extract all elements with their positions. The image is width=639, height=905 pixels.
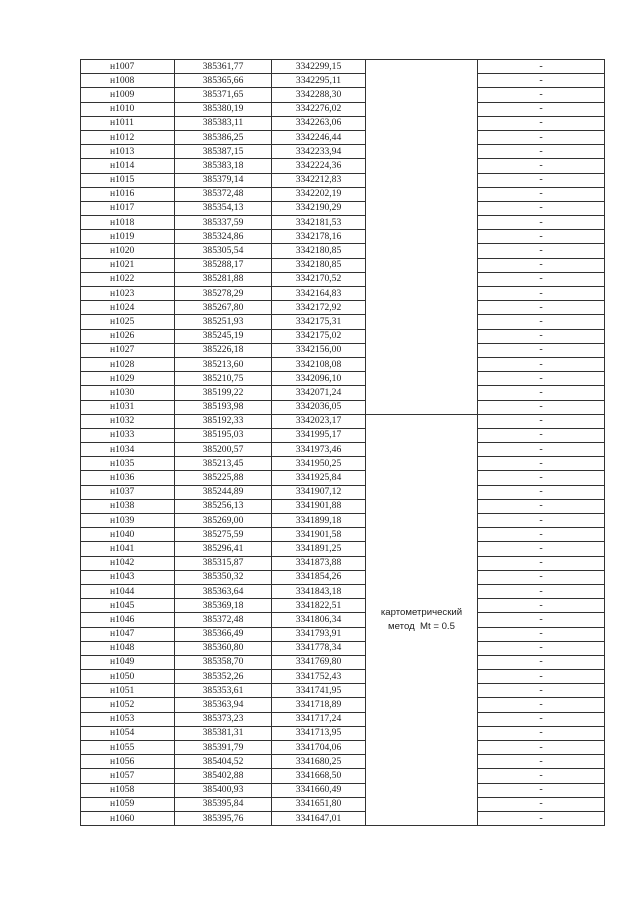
x-coordinate-cell: 385353,61 [175, 684, 272, 698]
y-coordinate-cell: 3342224,36 [272, 159, 366, 173]
value-cell: - [478, 499, 605, 513]
y-coordinate-cell: 3341660,49 [272, 783, 366, 797]
point-number-cell: н1046 [81, 613, 175, 627]
value-cell: - [478, 414, 605, 428]
value-cell: - [478, 187, 605, 201]
value-cell: - [478, 74, 605, 88]
y-coordinate-cell: 3342175,02 [272, 329, 366, 343]
table-row [81, 741, 605, 755]
x-coordinate-cell: 385365,66 [175, 74, 272, 88]
x-coordinate-cell: 385387,15 [175, 145, 272, 159]
value-cell: - [478, 599, 605, 613]
table-row [81, 201, 605, 215]
x-coordinate-cell: 385402,88 [175, 769, 272, 783]
point-number-cell: н1028 [81, 357, 175, 371]
point-number-cell: н1011 [81, 116, 175, 130]
x-coordinate-cell: 385296,41 [175, 542, 272, 556]
point-number-cell: н1033 [81, 428, 175, 442]
table-row [81, 584, 605, 598]
point-number-cell: н1059 [81, 797, 175, 811]
point-number-cell: н1009 [81, 88, 175, 102]
y-coordinate-cell: 3341680,25 [272, 755, 366, 769]
table-row [81, 173, 605, 187]
value-cell: - [478, 343, 605, 357]
table-row [81, 216, 605, 230]
table-row [81, 556, 605, 570]
point-number-cell: н1055 [81, 741, 175, 755]
value-cell: - [478, 130, 605, 144]
table-row [81, 116, 605, 130]
y-coordinate-cell: 3342172,92 [272, 301, 366, 315]
y-coordinate-cell: 3341793,91 [272, 627, 366, 641]
value-cell: - [478, 216, 605, 230]
point-number-cell: н1027 [81, 343, 175, 357]
value-cell: - [478, 641, 605, 655]
value-cell: - [478, 287, 605, 301]
point-number-cell: н1030 [81, 386, 175, 400]
x-coordinate-cell: 385363,94 [175, 698, 272, 712]
value-cell: - [478, 386, 605, 400]
value-cell: - [478, 485, 605, 499]
table-row [81, 514, 605, 528]
y-coordinate-cell: 3342246,44 [272, 130, 366, 144]
point-number-cell: н1038 [81, 499, 175, 513]
value-cell: - [478, 329, 605, 343]
table-row [81, 570, 605, 584]
table-row [81, 386, 605, 400]
y-coordinate-cell: 3341901,88 [272, 499, 366, 513]
table-row [81, 258, 605, 272]
x-coordinate-cell: 385369,18 [175, 599, 272, 613]
y-coordinate-cell: 3341854,26 [272, 570, 366, 584]
value-cell: - [478, 471, 605, 485]
table-row [81, 712, 605, 726]
y-coordinate-cell: 3342096,10 [272, 372, 366, 386]
table-row [81, 670, 605, 684]
value-cell: - [478, 60, 605, 74]
table-row [81, 301, 605, 315]
value-cell: - [478, 797, 605, 811]
y-coordinate-cell: 3342190,29 [272, 201, 366, 215]
point-number-cell: н1034 [81, 443, 175, 457]
table-row [81, 187, 605, 201]
x-coordinate-cell: 385267,80 [175, 301, 272, 315]
x-coordinate-cell: 385372,48 [175, 613, 272, 627]
x-coordinate-cell: 385251,93 [175, 315, 272, 329]
coordinates-table-body [81, 60, 605, 826]
point-number-cell: н1026 [81, 329, 175, 343]
value-cell: - [478, 684, 605, 698]
y-coordinate-cell: 3341995,17 [272, 428, 366, 442]
value-cell: - [478, 741, 605, 755]
y-coordinate-cell: 3342180,85 [272, 244, 366, 258]
x-coordinate-cell: 385366,49 [175, 627, 272, 641]
x-coordinate-cell: 385379,14 [175, 173, 272, 187]
value-cell: - [478, 201, 605, 215]
point-number-cell: н1013 [81, 145, 175, 159]
y-coordinate-cell: 3342276,02 [272, 102, 366, 116]
value-cell: - [478, 116, 605, 130]
table-row [81, 343, 605, 357]
y-coordinate-cell: 3342233,94 [272, 145, 366, 159]
value-cell: - [478, 726, 605, 740]
point-number-cell: н1048 [81, 641, 175, 655]
x-coordinate-cell: 385213,45 [175, 457, 272, 471]
y-coordinate-cell: 3342180,85 [272, 258, 366, 272]
y-coordinate-cell: 3341907,12 [272, 485, 366, 499]
value-cell: - [478, 102, 605, 116]
y-coordinate-cell: 3342108,08 [272, 357, 366, 371]
table-row [81, 755, 605, 769]
y-coordinate-cell: 3342071,24 [272, 386, 366, 400]
x-coordinate-cell: 385361,77 [175, 60, 272, 74]
point-number-cell: н1050 [81, 670, 175, 684]
point-number-cell: н1036 [81, 471, 175, 485]
y-coordinate-cell: 3341718,89 [272, 698, 366, 712]
x-coordinate-cell: 385391,79 [175, 741, 272, 755]
x-coordinate-cell: 385288,17 [175, 258, 272, 272]
value-cell: - [478, 570, 605, 584]
table-row [81, 443, 605, 457]
point-number-cell: н1041 [81, 542, 175, 556]
y-coordinate-cell: 3341891,25 [272, 542, 366, 556]
value-cell: - [478, 357, 605, 371]
x-coordinate-cell: 385395,76 [175, 811, 272, 825]
x-coordinate-cell: 385386,25 [175, 130, 272, 144]
value-cell: - [478, 315, 605, 329]
point-number-cell: н1017 [81, 201, 175, 215]
value-cell: - [478, 556, 605, 570]
x-coordinate-cell: 385352,26 [175, 670, 272, 684]
point-number-cell: н1021 [81, 258, 175, 272]
table-row [81, 88, 605, 102]
table-row [81, 471, 605, 485]
table-row [81, 272, 605, 286]
point-number-cell: н1029 [81, 372, 175, 386]
point-number-cell: н1060 [81, 811, 175, 825]
x-coordinate-cell: 385383,11 [175, 116, 272, 130]
y-coordinate-cell: 3341843,18 [272, 584, 366, 598]
x-coordinate-cell: 385324,86 [175, 230, 272, 244]
point-number-cell: н1051 [81, 684, 175, 698]
method-label-line1: картометрический [380, 606, 463, 618]
value-cell: - [478, 443, 605, 457]
y-coordinate-cell: 3342164,83 [272, 287, 366, 301]
value-cell: - [478, 258, 605, 272]
value-cell: - [478, 783, 605, 797]
point-number-cell: н1049 [81, 655, 175, 669]
value-cell: - [478, 230, 605, 244]
coordinates-table [80, 59, 605, 826]
method-cell [366, 414, 478, 825]
table-row [81, 599, 605, 613]
point-number-cell: н1053 [81, 712, 175, 726]
x-coordinate-cell: 385199,22 [175, 386, 272, 400]
table-row [81, 74, 605, 88]
y-coordinate-cell: 3342288,30 [272, 88, 366, 102]
point-number-cell: н1025 [81, 315, 175, 329]
point-number-cell: н1042 [81, 556, 175, 570]
table-row [81, 698, 605, 712]
y-coordinate-cell: 3342212,83 [272, 173, 366, 187]
y-coordinate-cell: 3341901,58 [272, 528, 366, 542]
value-cell: - [478, 159, 605, 173]
x-coordinate-cell: 385395,84 [175, 797, 272, 811]
point-number-cell: н1022 [81, 272, 175, 286]
x-coordinate-cell: 385210,75 [175, 372, 272, 386]
table-row [81, 811, 605, 825]
point-number-cell: н1043 [81, 570, 175, 584]
y-coordinate-cell: 3341769,80 [272, 655, 366, 669]
y-coordinate-cell: 3341713,95 [272, 726, 366, 740]
table-row [81, 499, 605, 513]
point-number-cell: н1032 [81, 414, 175, 428]
table-row [81, 655, 605, 669]
point-number-cell: н1058 [81, 783, 175, 797]
value-cell: - [478, 755, 605, 769]
x-coordinate-cell: 385354,13 [175, 201, 272, 215]
table-row [81, 414, 605, 428]
point-number-cell: н1037 [81, 485, 175, 499]
y-coordinate-cell: 3341778,34 [272, 641, 366, 655]
table-row [81, 159, 605, 173]
x-coordinate-cell: 385281,88 [175, 272, 272, 286]
table-row [81, 641, 605, 655]
table-row [81, 329, 605, 343]
y-coordinate-cell: 3341950,25 [272, 457, 366, 471]
y-coordinate-cell: 3341806,34 [272, 613, 366, 627]
table-row [81, 287, 605, 301]
x-coordinate-cell: 385404,52 [175, 755, 272, 769]
table-row [81, 783, 605, 797]
value-cell: - [478, 811, 605, 825]
value-cell: - [478, 428, 605, 442]
point-number-cell: н1047 [81, 627, 175, 641]
y-coordinate-cell: 3342023,17 [272, 414, 366, 428]
value-cell: - [478, 542, 605, 556]
table-row [81, 400, 605, 414]
table-row [81, 627, 605, 641]
point-number-cell: н1016 [81, 187, 175, 201]
point-number-cell: н1008 [81, 74, 175, 88]
point-number-cell: н1020 [81, 244, 175, 258]
x-coordinate-cell: 385195,03 [175, 428, 272, 442]
x-coordinate-cell: 385225,88 [175, 471, 272, 485]
value-cell: - [478, 372, 605, 386]
table-row [81, 145, 605, 159]
x-coordinate-cell: 385269,00 [175, 514, 272, 528]
value-cell: - [478, 769, 605, 783]
x-coordinate-cell: 385278,29 [175, 287, 272, 301]
y-coordinate-cell: 3341704,06 [272, 741, 366, 755]
table-row [81, 684, 605, 698]
x-coordinate-cell: 385256,13 [175, 499, 272, 513]
point-number-cell: н1012 [81, 130, 175, 144]
x-coordinate-cell: 385305,54 [175, 244, 272, 258]
point-number-cell: н1040 [81, 528, 175, 542]
table-row [81, 485, 605, 499]
y-coordinate-cell: 3342295,11 [272, 74, 366, 88]
table-row [81, 230, 605, 244]
y-coordinate-cell: 3342299,15 [272, 60, 366, 74]
x-coordinate-cell: 385372,48 [175, 187, 272, 201]
y-coordinate-cell: 3342263,06 [272, 116, 366, 130]
table-row [81, 528, 605, 542]
y-coordinate-cell: 3341717,24 [272, 712, 366, 726]
table-row [81, 613, 605, 627]
x-coordinate-cell: 385383,18 [175, 159, 272, 173]
y-coordinate-cell: 3341899,18 [272, 514, 366, 528]
table-row [81, 797, 605, 811]
point-number-cell: н1023 [81, 287, 175, 301]
point-number-cell: н1010 [81, 102, 175, 116]
point-number-cell: н1045 [81, 599, 175, 613]
value-cell: - [478, 301, 605, 315]
value-cell: - [478, 145, 605, 159]
table-row [81, 428, 605, 442]
value-cell: - [478, 514, 605, 528]
table-row [81, 315, 605, 329]
table-row [81, 542, 605, 556]
y-coordinate-cell: 3342175,31 [272, 315, 366, 329]
x-coordinate-cell: 385226,18 [175, 343, 272, 357]
point-number-cell: н1039 [81, 514, 175, 528]
point-number-cell: н1014 [81, 159, 175, 173]
x-coordinate-cell: 385213,60 [175, 357, 272, 371]
y-coordinate-cell: 3341651,80 [272, 797, 366, 811]
table-row [81, 769, 605, 783]
value-cell: - [478, 655, 605, 669]
x-coordinate-cell: 385400,93 [175, 783, 272, 797]
value-cell: - [478, 613, 605, 627]
table-row [81, 357, 605, 371]
x-coordinate-cell: 385193,98 [175, 400, 272, 414]
value-cell: - [478, 627, 605, 641]
y-coordinate-cell: 3342036,05 [272, 400, 366, 414]
value-cell: - [478, 712, 605, 726]
value-cell: - [478, 584, 605, 598]
table-row [81, 60, 605, 74]
y-coordinate-cell: 3342156,00 [272, 343, 366, 357]
y-coordinate-cell: 3341873,88 [272, 556, 366, 570]
y-coordinate-cell: 3341647,01 [272, 811, 366, 825]
value-cell: - [478, 528, 605, 542]
x-coordinate-cell: 385315,87 [175, 556, 272, 570]
value-cell: - [478, 698, 605, 712]
y-coordinate-cell: 3342181,53 [272, 216, 366, 230]
point-number-cell: н1031 [81, 400, 175, 414]
y-coordinate-cell: 3341741,95 [272, 684, 366, 698]
point-number-cell: н1057 [81, 769, 175, 783]
x-coordinate-cell: 385245,19 [175, 329, 272, 343]
point-number-cell: н1054 [81, 726, 175, 740]
y-coordinate-cell: 3342202,19 [272, 187, 366, 201]
table-row [81, 726, 605, 740]
x-coordinate-cell: 385200,57 [175, 443, 272, 457]
table-row [81, 457, 605, 471]
x-coordinate-cell: 385244,89 [175, 485, 272, 499]
value-cell: - [478, 88, 605, 102]
y-coordinate-cell: 3341668,50 [272, 769, 366, 783]
table-row [81, 244, 605, 258]
point-number-cell: н1015 [81, 173, 175, 187]
x-coordinate-cell: 385337,59 [175, 216, 272, 230]
point-number-cell: н1024 [81, 301, 175, 315]
value-cell: - [478, 173, 605, 187]
table-row [81, 372, 605, 386]
x-coordinate-cell: 385373,23 [175, 712, 272, 726]
point-number-cell: н1035 [81, 457, 175, 471]
y-coordinate-cell: 3341752,43 [272, 670, 366, 684]
x-coordinate-cell: 385360,80 [175, 641, 272, 655]
value-cell: - [478, 457, 605, 471]
point-number-cell: н1018 [81, 216, 175, 230]
y-coordinate-cell: 3341822,51 [272, 599, 366, 613]
y-coordinate-cell: 3342178,16 [272, 230, 366, 244]
point-number-cell: н1007 [81, 60, 175, 74]
value-cell: - [478, 670, 605, 684]
value-cell: - [478, 244, 605, 258]
x-coordinate-cell: 385380,19 [175, 102, 272, 116]
x-coordinate-cell: 385371,65 [175, 88, 272, 102]
x-coordinate-cell: 385381,31 [175, 726, 272, 740]
x-coordinate-cell: 385363,64 [175, 584, 272, 598]
table-row [81, 102, 605, 116]
x-coordinate-cell: 385192,33 [175, 414, 272, 428]
point-number-cell: н1044 [81, 584, 175, 598]
y-coordinate-cell: 3341925,84 [272, 471, 366, 485]
point-number-cell: н1056 [81, 755, 175, 769]
x-coordinate-cell: 385358,70 [175, 655, 272, 669]
x-coordinate-cell: 385350,32 [175, 570, 272, 584]
method-cell-empty [366, 60, 478, 415]
value-cell: - [478, 272, 605, 286]
x-coordinate-cell: 385275,59 [175, 528, 272, 542]
point-number-cell: н1052 [81, 698, 175, 712]
y-coordinate-cell: 3342170,52 [272, 272, 366, 286]
value-cell: - [478, 400, 605, 414]
point-number-cell: н1019 [81, 230, 175, 244]
method-label-line2: метод Mt = 0.5 [388, 620, 455, 632]
table-row [81, 130, 605, 144]
y-coordinate-cell: 3341973,46 [272, 443, 366, 457]
